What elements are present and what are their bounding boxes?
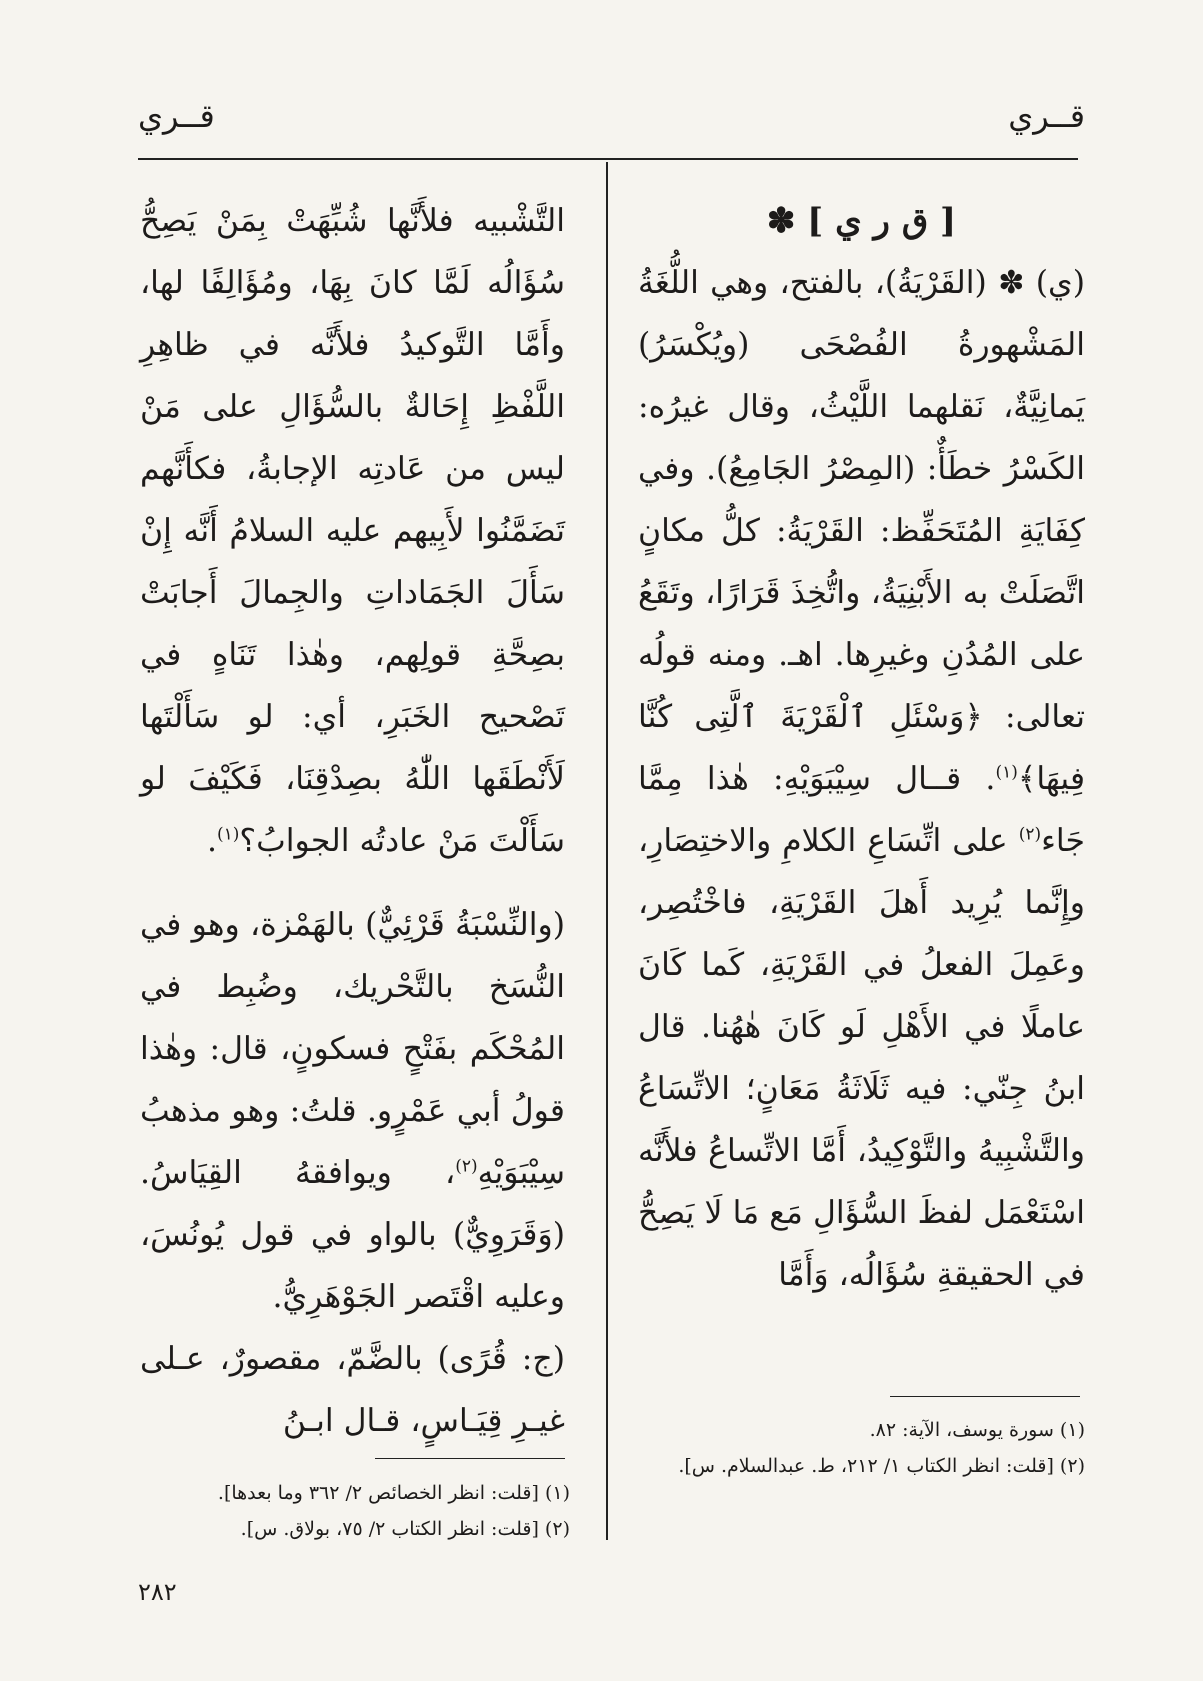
footnote-rule-left — [375, 1458, 565, 1459]
page-number: ٢٨٢ — [138, 1578, 177, 1606]
footnote-ref-1: (١) — [217, 824, 240, 845]
footnote-item: (١) [قلت: انظر الخصائص ٢/ ٣٦٢ وما بعدها]. — [217, 1482, 570, 1504]
footnotes-right — [635, 1412, 1085, 1484]
entry-text: (ي) ✽ (القَرْيَةُ)، بالفتح، وهي اللُّغَةُ المَشْهورةُ الفُصْحَى (ويُكْسَرُ) يَمانِيَّةٌ، نَقلهما اللَّيْثُ، وقال غيرُه: الكَسْرُ خطَأٌ: (المِصْرُ الجَامِعُ). وفي كِفَايَةِ المُتَحَفِّظ: القَرْيَةُ: كلُّ مكانٍ اتَّصَلَتْ به الأَبْنِيَةُ، واتُّخِذَ قَرَارًا، وتَقَعُ على المُدُنِ وغيرِها. اهـ. ومنه قولُه تعالى: ﴿وَسْئَلِ ٱلْقَرْيَةَ ٱلَّتِى كُنَّا فِيهَا﴾ — [638, 265, 1085, 797]
column-divider — [606, 162, 608, 1540]
entry-paragraph — [638, 252, 1085, 1306]
footnote-rule-right — [890, 1396, 1080, 1397]
left-paragraph-3: (ج: قُرًى) بالضَّمّ، مقصورٌ، عـلى غيـرِ قِيَـاسٍ، قـال ابـنُ — [140, 1341, 565, 1439]
footnotes-left — [140, 1475, 570, 1547]
left-paragraph-1 — [140, 190, 565, 872]
left-text-1: التَّشْبيه فلأَنَّها شُبِّهَتْ بِمَنْ يَصِحُّ سُؤَالُه لَمَّا كانَ بِهَا، ومُؤَالِفًا لها، وأَمَّا التَّوكيدُ فلأَنَّه في ظاهِرِ اللَّفْظِ إِحَالةٌ بالسُّؤَالِ على مَنْ ليس من عَادتِه الإجابةُ، فكأَنَّهم تَضَمَّنُوا لأَبِيهم عليه السلامُ أَنَّه إِنْ سَأَلَ الجَمَاداتِ والجِمالَ أَجابَتْ بصِحَّةِ قولِهم، وهٰذا تَنَاهٍ في تَصْحيح الخَبَرِ، أي: لو سَأَلْتَها لَأَنْطَقَها اللّٰهُ بصِدْقِنَا، فَكَيْفَ لو سَأَلْتَ مَنْ عادتُه الجوابُ؟ — [140, 203, 565, 859]
footnote-item: (١) سورة يوسف، الآية: ٨٢. — [869, 1419, 1085, 1441]
footnote-ref-1: (١) — [995, 762, 1018, 783]
entry-text-cont: . قــال سِيْبَوَيْهِ: هٰذا مِمَّا جَاء — [638, 761, 1085, 859]
entry-text-end: على اتِّسَاعِ الكلامِ والاختِصَارِ، وإِنَّما يُرِيد أَهلَ القَرْيَةِ، فاخْتُصِر، وعَمِلَ الفعلُ في القَرْيَةِ، كَما كَانَ عاملًا في الأَهْلِ لَو كَانَ هٰهُنا. قال ابنُ جِنّي: فيه ثَلَاثَةُ مَعَانٍ؛ الاتِّسَاعُ والتَّشْبِيهُ والتَّوْكِيدُ، أَمَّا الاتِّساعُ فلأَنَّه اسْتَعْمَل لفظَ السُّؤَالِ مَع مَا لَا يَصِحُّ في الحقيقةِ سُؤَالُه، وَأَمَّا — [638, 823, 1085, 1293]
running-head-right: قــري — [1008, 97, 1085, 135]
right-column — [638, 190, 1085, 1306]
running-head-left: قــري — [138, 97, 215, 135]
footnote-item: (٢) [قلت: انظر الكتاب ١/ ٢١٢، ط. عبدالسلام. س]. — [678, 1455, 1085, 1477]
entry-head: [ ق ر ي ] ✽ — [766, 201, 957, 241]
header-rule — [138, 158, 1078, 160]
left-text-2-end: ، ويوافقهُ القِيَاسُ. (وَقَرَوِيٌّ) بالواو في قول يُونُسَ، وعليه اقْتَصر الجَوْهَرِيُّ. — [140, 1155, 565, 1315]
footnote-item: (٢) [قلت: انظر الكتاب ٢/ ٧٥، بولاق. س]. — [240, 1518, 570, 1540]
left-text-1-end: . — [206, 823, 217, 859]
left-paragraph-2 — [140, 894, 565, 1328]
left-text-2: (والنِّسْبَةُ قَرْئِيٌّ) بالهَمْزة، وهو في النُّسَخ بالتَّحْريك، وضُبِط في المُحْكَم بفَتْحٍ فسكونٍ، قال: وهٰذا قولُ أبي عَمْرٍو. قلتُ: وهو مذهبُ سِيْبَوَيْهِ — [140, 907, 565, 1191]
footnote-ref-2: (٢) — [1018, 824, 1042, 845]
footnote-ref-2: (٢) — [455, 1156, 478, 1177]
left-column — [140, 190, 565, 1452]
